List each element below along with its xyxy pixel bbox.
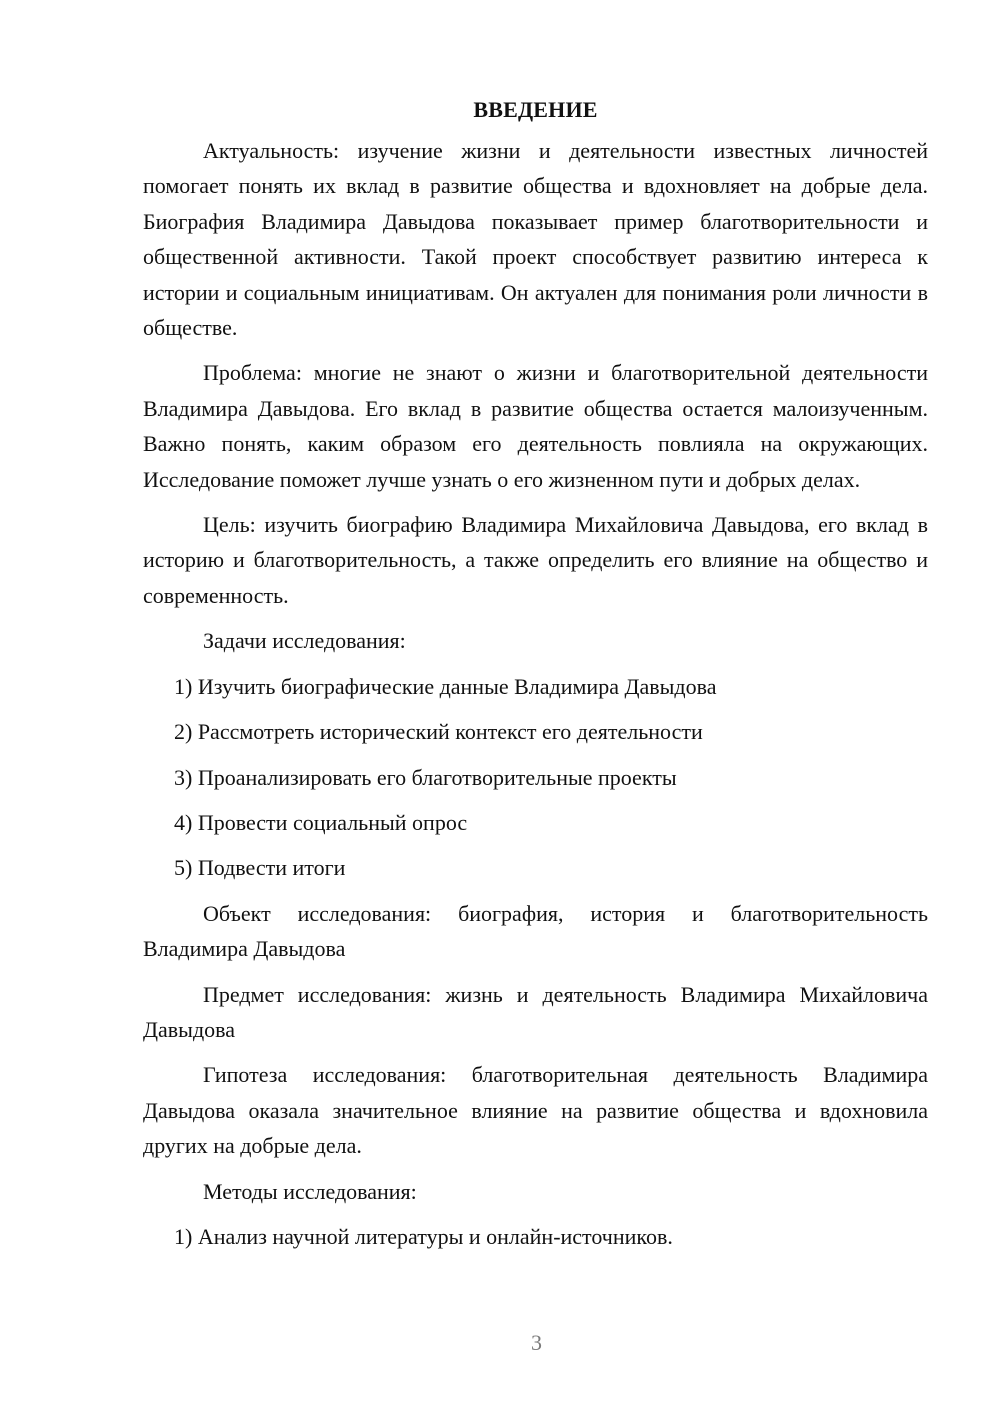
list-item: 4) Провести социальный опрос — [174, 809, 468, 835]
list-item: 3) Проанализировать его благотворительные проекты — [174, 764, 677, 790]
list-item: 2) Рассмотреть исторический контекст его деятельности — [174, 719, 703, 745]
goal-paragraph: Цель: изучить биографию Владимира Михайловича Давыдова, его вклад в историю и благотворительность, а также определить его влияние на общество и современность. — [143, 512, 928, 608]
hypothesis-paragraph: Гипотеза исследования: благотворительная деятельность Владимира Давыдова оказала значительное влияние на развитие общества и вдохновила других на добрые дела. — [143, 1062, 928, 1159]
tasks-heading: Задачи исследования: — [203, 628, 406, 654]
list-item: 1) Анализ научной литературы и онлайн-источников. — [174, 1223, 673, 1249]
page-number: 3 — [531, 1330, 542, 1355]
methods-heading: Методы исследования: — [203, 1178, 417, 1204]
list-item: 1) Изучить биографические данные Владимира Давыдова — [174, 673, 717, 699]
section-title: ВВЕДЕНИЕ — [473, 97, 598, 122]
methods-list — [143, 1219, 928, 1254]
subject-paragraph: Предмет исследования: жизнь и деятельность Владимира Михайловича Давыдова — [143, 981, 928, 1042]
list-item: 5) Подвести итоги — [174, 855, 346, 881]
document-page — [143, 92, 928, 1264]
problem-paragraph: Проблема: многие не знают о жизни и благотворительной деятельности Владимира Давыдова. Его вклад в развитие общества остается малоизученным. Важно понять, каким образом его деятельность повлияла на окружающих. Исследование поможет лучше узнать о его жизненном пути и добрых делах. — [143, 360, 928, 492]
tasks-list — [143, 669, 928, 886]
object-paragraph: Объект исследования: биография, история и благотворительность Владимира Давыдова — [143, 900, 928, 962]
relevance-paragraph: Актуальность: изучение жизни и деятельности известных личностей помогает понять их вклад в развитие общества и вдохновляет на добрые дела. Биография Владимира Давыдова показывает пример благотворительности и общественной активности. Такой проект способствует развитию интереса к истории и социальным инициативам. Он актуален для понимания роли личности в обществе. — [143, 138, 928, 341]
